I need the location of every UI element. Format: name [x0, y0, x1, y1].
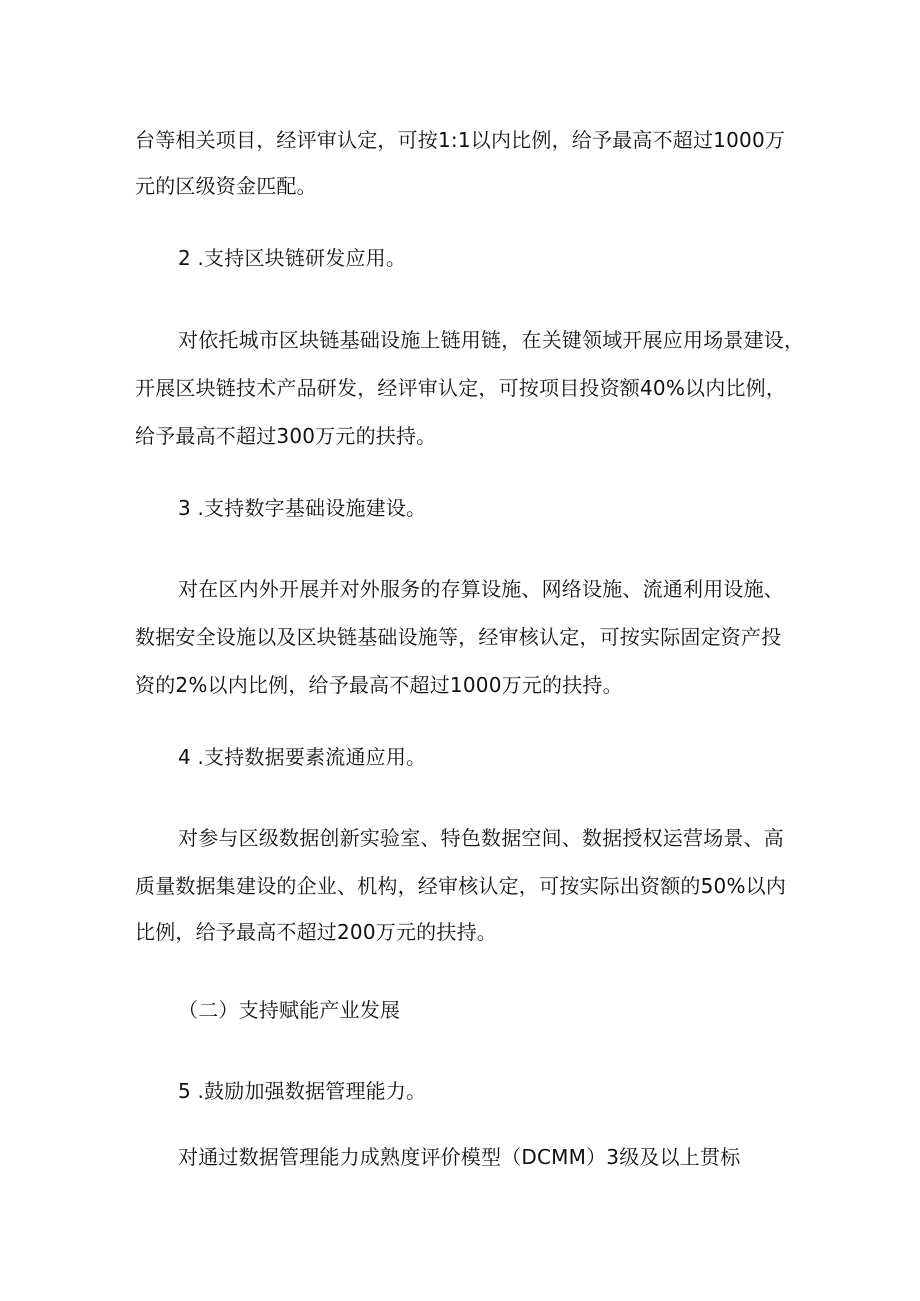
section-heading-5: 5 .鼓励加强数据管理能力。	[178, 1079, 427, 1103]
text-line-6: 给予最高不超过300万元的扶持。	[135, 424, 437, 448]
text-line-14: 比例，给予最高不超过200万元的扶持。	[135, 920, 497, 944]
text-line-9: 数据安全设施以及区块链基础设施等，经审核认定，可按实际固定资产投	[135, 625, 782, 649]
text-line-1: 台等相关项目，经评审认定，可按1:1以内比例，给予最高不超过1000万	[135, 128, 786, 152]
text-line-5: 开展区块链技术产品研发，经评审认定，可按项目投资额40%以内比例，	[135, 376, 787, 400]
section-heading-part-2: （二）支持赋能产业发展	[178, 998, 401, 1022]
text-line-10: 资的2%以内比例，给予最高不超过1000万元的扶持。	[135, 673, 623, 697]
text-line-4: 对依托城市区块链基础设施上链用链，在关键领域开展应用场景建设，	[178, 328, 805, 352]
text-line-13: 质量数据集建设的企业、机构，经审核认定，可按实际出资额的50%以内	[135, 874, 787, 898]
section-heading-2: 2 .支持区块链研发应用。	[178, 246, 407, 270]
section-heading-4: 4 .支持数据要素流通应用。	[178, 745, 427, 769]
text-line-12: 对参与区级数据创新实验室、特色数据空间、数据授权运营场景、高	[178, 826, 784, 850]
text-line-17: 对通过数据管理能力成熟度评价模型（DCMM）3级及以上贯标	[178, 1145, 741, 1169]
section-heading-3: 3 .支持数字基础设施建设。	[178, 496, 427, 520]
text-line-8: 对在区内外开展并对外服务的存算设施、网络设施、流通利用设施、	[178, 577, 784, 601]
text-line-2: 元的区级资金匹配。	[135, 174, 317, 198]
